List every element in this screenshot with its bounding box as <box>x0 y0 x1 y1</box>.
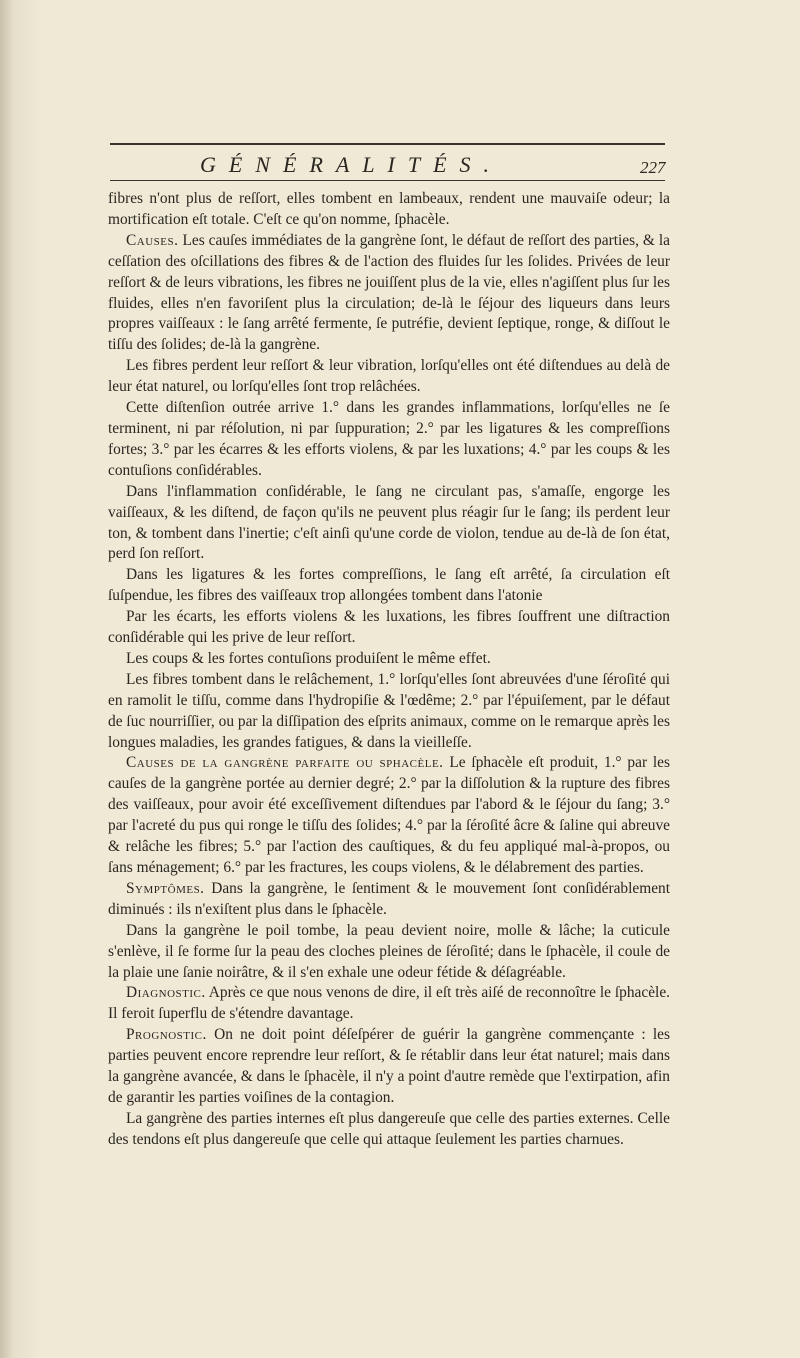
page-number: 227 <box>640 158 666 177</box>
paragraph: Dans l'inflammation conſidérable, le ſang ne circulant pas, s'amaſſe, engorge les vaiſſeaux, & les diſtend, de façon qu'ils ne peuvent plus réagir ſur le ſang; ils perdent leur ton, & tombent dans l'inertie; c'eſt ainſi qu'une corde de violon, tendue au de-là de ſon état, perd ſon reſſort. <box>108 482 670 563</box>
header-rule-top <box>110 143 665 145</box>
paragraph: Causes. Les cauſes immédiates de la gangrène ſont, le défaut de reſſort des parties, & la ceſſation des oſcillations des fibres & de l'action des fluides ſur les ſolides. Privées de leur reſſort & de leurs vibrations, les fibres ne jouiſſent plus de la vie, elles n'agiſſent plus ſur les fluides, elles n'en favoriſent plus la circulation; de-là le ſéjour des liqueurs dans leurs propres vaiſſeaux : le ſang arrêté fermente, ſe putréfie, devient ſeptique, ronge, & diſſout le tiſſu des ſolides; de-là la gangrène. <box>108 231 670 354</box>
paragraph: Les fibres tombent dans le relâchement, 1.° lorſqu'elles ſont abreuvées d'une ſéroſité qui en ramolit le tiſſu, comme dans l'hydropiſie & l'œdême; 2.° par l'épuiſement, par le défaut de ſuc nourriſſier, ou par la diſſipation des eſprits animaux, comme on le remarque après les longues maladies, les grandes fatigues, & dans la vieilleſſe. <box>108 670 670 751</box>
paragraph: fibres n'ont plus de reſſort, elles tombent en lambeaux, rendent une mauvaiſe odeur; la mortification eſt totale. C'eſt ce qu'on nomme, ſphacèle. <box>108 190 670 228</box>
paragraph: Par les écarts, les efforts violens & les luxations, les fibres ſouffrent une diſtraction conſidérable qui les prive de leur reſſort. <box>108 608 670 647</box>
section-lead: Causes de la gangrène parfaite ou sphacèle. <box>126 754 444 772</box>
body-text <box>108 189 670 1151</box>
section-lead: Diagnostic. <box>126 984 206 1002</box>
paragraph: Symptômes. Dans la gangrène, le ſentiment & le mouvement ſont conſidérablement diminués : ils n'exiſtent plus dans le ſphacèle. <box>108 879 670 918</box>
header-rule-bottom <box>110 180 665 181</box>
paragraph: Diagnostic. Après ce que nous venons de dire, il eſt très aiſé de reconnoître le ſphacèle. Il feroit ſuperflu de s'étendre davantage. <box>108 984 670 1023</box>
paragraph: Les fibres perdent leur reſſort & leur vibration, lorſqu'elles ont été diſtendues au delà de leur état naturel, ou lorſqu'elles ſont trop relâchées. <box>108 357 670 396</box>
section-lead: Symptômes. <box>126 879 205 897</box>
paragraph: La gangrène des parties internes eſt plus dangereuſe que celle des parties externes. Celle des tendons eſt plus dangereuſe que celle qui attaque ſeulement les parties charnues. <box>108 1109 670 1148</box>
running-head: GÉNÉRALITÉS. <box>200 152 503 177</box>
paragraph: Cette diſtenſion outrée arrive 1.° dans les grandes inflammations, lorſqu'elles ne ſe terminent, ni par réſolution, ni par ſuppuration; 2.° par les ligatures & les compreſſions fortes; 3.° par les écarres & les efforts violens, & par les luxations; 4.° par les coups & les contuſions conſidérables. <box>108 399 670 479</box>
paragraph: Prognostic. On ne doit point déſeſpérer de guérir la gangrène commençante : les parties peuvent encore reprendre leur reſſort, & ſe rétablir dans leur état naturel; mais dans la gangrène avancée, & dans le ſphacèle, il n'y a point d'autre remède que l'extirpation, afin de garantir les parties voiſines de la contagion. <box>108 1026 670 1106</box>
paragraph: Les coups & les fortes contuſions produiſent le même effet. <box>126 649 491 667</box>
paragraph: Dans les ligatures & les fortes compreſſions, le ſang eſt arrêté, ſa circulation eſt ſuſpendue, les fibres des vaiſſeaux trop allongées tombent dans l'atonie <box>108 566 670 605</box>
paragraph: Causes de la gangrène parfaite ou sphacèle. Le ſphacèle eſt produit, 1.° par les cauſes de la gangrène portée au dernier degré; 2.° par la diſſolution & la rupture des fibres des vaiſſeaux, pour avoir été exceſſivement diſtendues par l'abord & le ſéjour du ſang; 3.° par l'acreté du pus qui ronge le tiſſu des ſolides; 4.° par la ſéroſité âcre & ſaline qui abreuve & relâche les fibres; 5.° par l'action des cauſtiques, & du feu appliqué mal-à-propos, ou ſans ménagement; 6.° par les fractures, les coups violens, & le délabrement des parties. <box>108 754 670 876</box>
section-lead: Causes. <box>126 231 179 249</box>
section-lead: Prognostic. <box>126 1026 207 1044</box>
paragraph: Dans la gangrène le poil tombe, la peau devient noire, molle & lâche; la cuticule s'enlève, il ſe forme ſur la peau des cloches pleines de ſéroſité; dans le ſphacèle, il coule de la plaie une ſanie noirâtre, & il s'en exhale une odeur fétide & déſagréable. <box>108 921 670 981</box>
